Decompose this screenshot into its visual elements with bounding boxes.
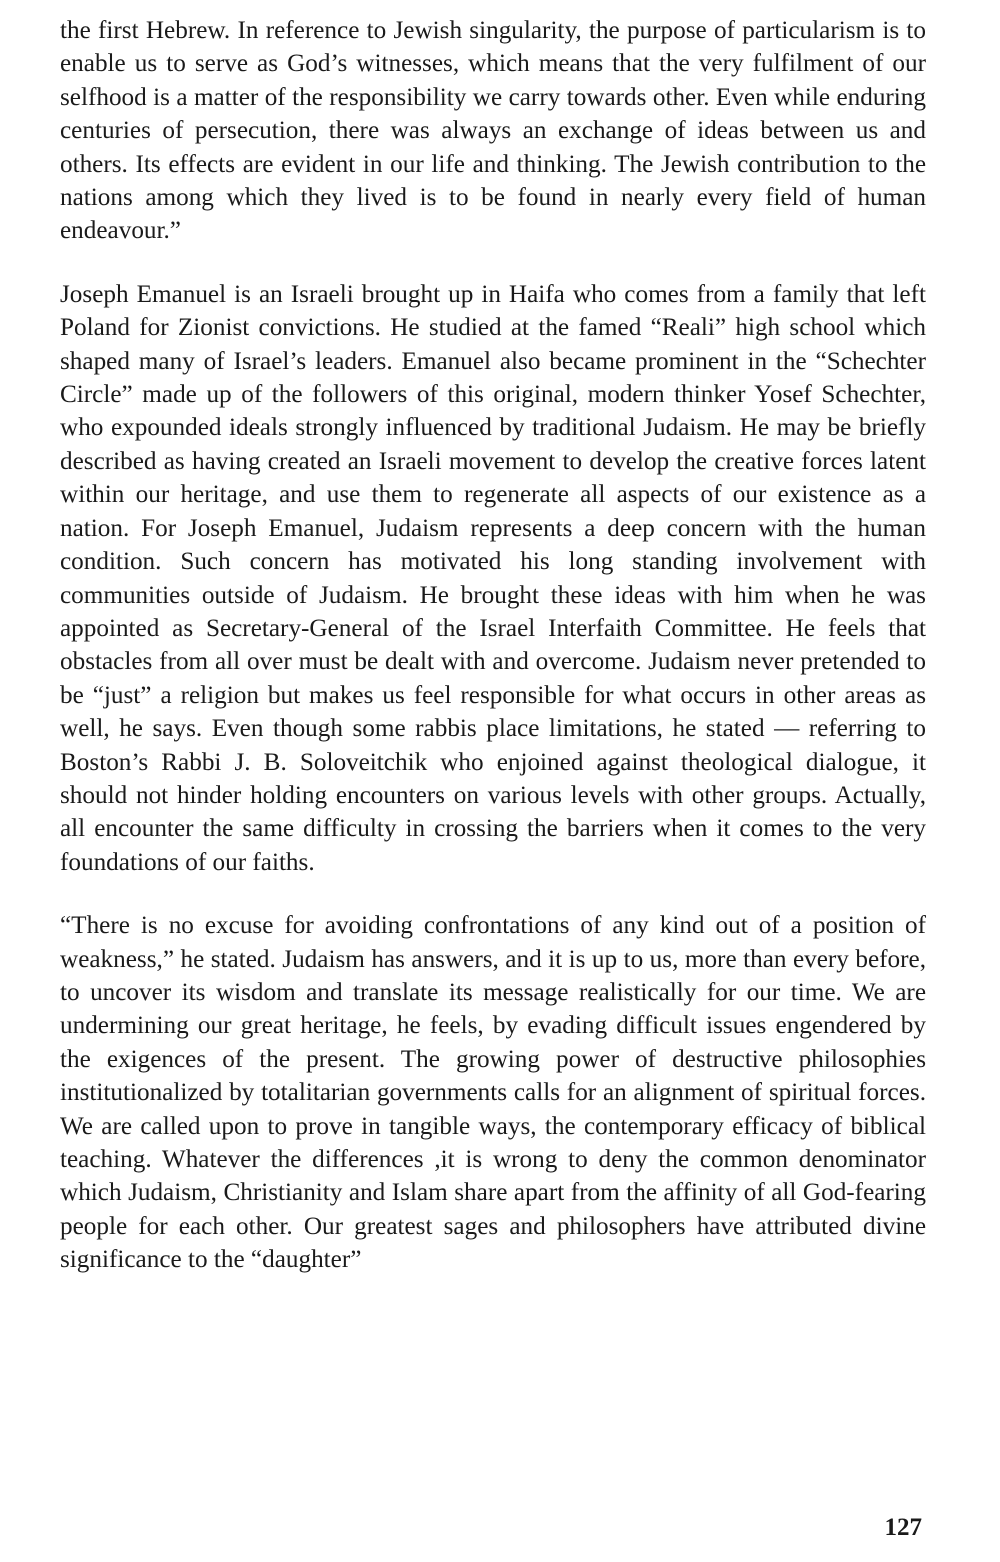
paragraph-3: “There is no excuse for avoiding confrontations of any kind out of a position of weakness,” he stated. Judaism has answers, and it is up to us, more than every before, to uncover its wisdom and translate its message realistically for our time. We are undermining our great heritage, he feels, by evading difficult issues engendered by the exigences of the present. The growing power of destructive philosophies institutionalized by totalitarian governments calls for an alignment of spiritual forces. We are called upon to prove in tangible ways, the contemporary efficacy of biblical teaching. Whatever the differences ,it is wrong to deny the common denominator which Judaism, Christianity and Islam share apart from the affinity of all God-fearing people for each other. Our greatest sages and philosophers have attributed divine significance to the “daughter” — [60, 912, 926, 1274]
paragraph-2: Joseph Emanuel is an Israeli brought up in Haifa who comes from a family that left Poland for Zionist convictions. He studied at the famed “Reali” high school which shaped many of Israel’s leaders. Emanuel also became prominent in the “Schechter Circle” made up of the followers of this original, modern thinker Yosef Schechter, who expounded ideals strongly influenced by traditional Judaism. He may be briefly described as having created an Israeli movement to develop the creative forces latent within our heritage, and use them to regenerate all aspects of our existence as a nation. For Joseph Emanuel, Judaism represents a deep concern with the human condition. Such concern has motivated his long standing involvement with communities outside of Judaism. He brought these ideas with him when he was appointed as Secretary-General of the Israel Interfaith Committee. He feels that obstacles from all over must be dealt with and overcome. Judaism never pretended to be “just” a religion but makes us feel responsible for what occurs in other areas as well, he says. Even though some rabbis place limitations, he stated — referring to Boston’s Rabbi J. B. Soloveitchik who enjoined against theological dialogue, it should not hinder holding encounters on various levels with other groups. Actually, all encounter the same difficulty in crossing the barriers when it comes to the very foundations of our faiths. — [60, 280, 926, 876]
page-body — [60, 14, 926, 1277]
page-number: 127 — [884, 1514, 922, 1541]
paragraph-1: the first Hebrew. In reference to Jewish singularity, the purpose of particularism is to enable us to serve as God’s witnesses, which means that the very fulfilment of our selfhood is a matter of the responsibility we carry towards other. Even while enduring centuries of persecution, there was always an exchange of ideas between us and others. Its effects are evident in our life and thinking. The Jewish contribution to the nations among which they lived is to be found in nearly every field of human endeavour.” — [60, 17, 926, 245]
